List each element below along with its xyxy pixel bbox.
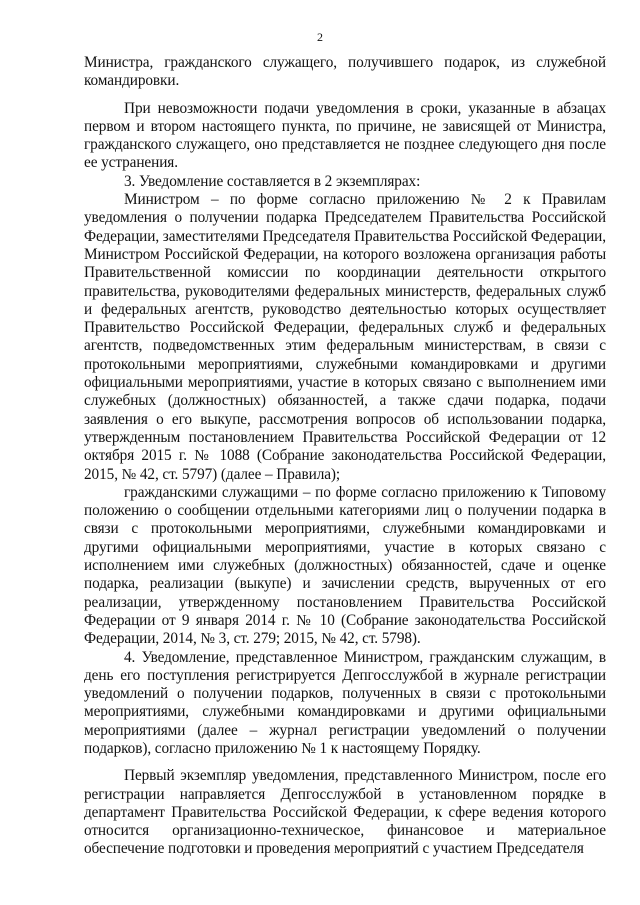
paragraph-item-4: 4. Уведомление, представленное Министром, гражданским служащим, в день его поступления регистрируется Депгосслужбой в журнале регистрации уведомлений о получении подарков, полученных в связи с протокольными мероприятиями, служебными командировками и другими официальными мероприятиями (далее – журнал регистрации уведомлений о получении подарков), согласно приложению № 1 к настоящему Порядку. — [84, 648, 606, 757]
page-number: 2 — [317, 30, 323, 44]
paragraph-first-copy: Первый экземпляр уведомления, представленного Министром, после его регистрации направляется Депгосслужбой в установленном порядке в департамент Правительства Российской Федерации, к сфере ведения которого относится организационно-техническое, финансовое и материальное обеспечение подготовки и проведения мероприятий с участием Председателя — [84, 767, 606, 858]
paragraph-civil-servants-form: гражданскими служащими – по форме согласно приложению к Типовому положению о сообщении отдельными категориями лиц о получении подарка в связи с протокольными мероприятиями, служебными командировками и другими официальными мероприятиями, участие в которых связано с исполнением ими служебных (должностных) обязанностей, сдаче и оценке подарка, реализации (выкупе) и зачислении средств, вырученных от его реализации, утвержденному постановлением Правительства Российской Федерации от 9 января 2014 г. № 10 (Собрание законодательства Российской Федерации, 2014, № 3, ст. 279; 2015, № 42, ст. 5798). — [84, 483, 606, 648]
paragraph-item-3: 3. Уведомление составляется в 2 экземплярах: — [124, 172, 421, 190]
paragraph-deadline-exception: При невозможности подачи уведомления в сроки, указанные в абзацах первом и втором настоящего пункта, по причине, не зависящей от Министра, гражданского служащего, оно представляется не позднее следующего дня после ее устранения. — [84, 99, 606, 172]
document-body — [84, 54, 606, 859]
paragraph-continuation: Министра, гражданского служащего, получившего подарок, из служебной командировки. — [84, 54, 606, 90]
paragraph-minister-form: Министром – по форме согласно приложению № 2 к Правилам уведомления о получении подарка Председателем Правительства Российской Федерации, заместителями Председателя Правительства Российской Федерации, Министром Российской Федерации, на которого возложена организация работы Правительственной комиссии по координации деятельности открытого правительства, руководителями федеральных министерств, федеральных служб и федеральных агентств, руководство деятельностью которых осуществляет Правительство Российской Федерации, федеральных служб и федеральных агентств, подведомственных этим федеральным министерствам, в связи с протокольными мероприятиями, служебными командировками и другими официальными мероприятиями, участие в которых связано с выполнением ими служебных (должностных) обязанностей, а также сдачи подарка, подачи заявления о его выкупе, рассмотрения вопросов об использовании подарка, утвержденным постановлением Правительства Российской Федерации от 12 октября 2015 г. № 1088 (Собрание законодательства Российской Федерации, 2015, № 42, ст. 5797) (далее – Правила); — [84, 191, 606, 483]
